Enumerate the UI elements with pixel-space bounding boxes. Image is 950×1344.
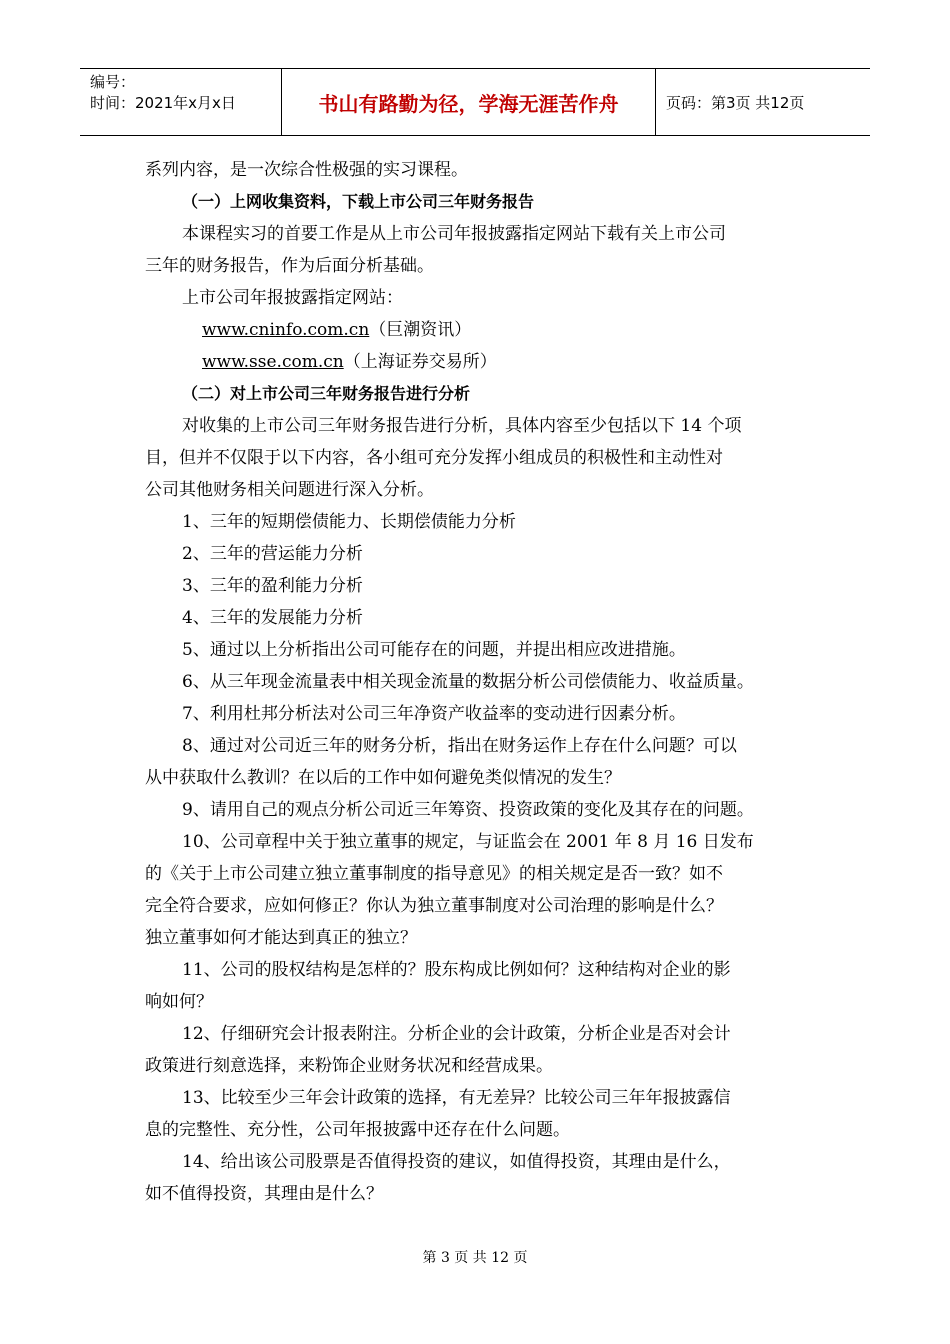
list-item: 6、从三年现金流量表中相关现金流量的数据分析公司偿债能力、收益质量。: [182, 672, 754, 692]
document-body: [145, 154, 825, 1210]
list-item: 10、公司章程中关于独立董事的规定，与证监会在 2001 年 8 月 16 日发布: [182, 832, 754, 852]
list-item: 2、三年的营运能力分析: [182, 544, 363, 564]
list-item-cont: 息的完整性、充分性，公司年报披露中还存在什么问题。: [145, 1120, 570, 1140]
list-item: 3、三年的盈利能力分析: [182, 576, 363, 596]
list-item: 14、给出该公司股票是否值得投资的建议，如值得投资，其理由是什么，: [182, 1152, 731, 1172]
list-item-cont: 独立董事如何才能达到真正的独立？: [145, 928, 417, 948]
header-page-info: 页码：第3页 共12页: [666, 93, 805, 112]
list-item: 4、三年的发展能力分析: [182, 608, 363, 628]
list-item: 11、公司的股权结构是怎样的？股东构成比例如何？这种结构对企业的影: [182, 960, 731, 980]
paragraph-line: 本课程实习的首要工作是从上市公司年报披露指定网站下载有关上市公司: [182, 224, 726, 244]
paragraph-line: 公司其他财务相关问题进行深入分析。: [145, 480, 434, 500]
list-item: 13、比较至少三年会计政策的选择，有无差异？比较公司三年年报披露信: [182, 1088, 731, 1108]
header-motto: 书山有路勤为径，学海无涯苦作舟: [282, 69, 656, 135]
number-label: 编号：: [90, 73, 136, 91]
page-footer: 第 3 页 共 12 页: [422, 1250, 528, 1266]
website-name: （上海证券交易所）: [343, 352, 497, 372]
date-line: 时间：2021年x月x日: [90, 94, 236, 112]
section-2-title: （二）对上市公司三年财务报告进行分析: [182, 384, 471, 403]
list-item: 12、仔细研究会计报表附注。分析企业的会计政策，分析企业是否对会计: [182, 1024, 731, 1044]
website-line: [145, 346, 825, 378]
list-item: 8、通过对公司近三年的财务分析，指出在财务运作上存在什么问题？可以: [182, 736, 737, 756]
list-item-cont: 从中获取什么教训？在以后的工作中如何避免类似情况的发生？: [145, 768, 621, 788]
list-item: 1、三年的短期偿债能力、长期偿债能力分析: [182, 512, 516, 532]
website-line: [145, 314, 825, 346]
website-link-cninfo[interactable]: www.cninfo.com.cn: [202, 320, 370, 340]
list-item: 9、请用自己的观点分析公司近三年筹资、投资政策的变化及其存在的问题。: [182, 800, 754, 820]
list-item-cont: 政策进行刻意选择，来粉饰企业财务状况和经营成果。: [145, 1056, 553, 1076]
intro-line: 系列内容，是一次综合性极强的实习课程。: [145, 160, 468, 180]
list-item: 7、利用杜邦分析法对公司三年净资产收益率的变动进行因素分析。: [182, 704, 686, 724]
list-item-cont: 响如何？: [145, 992, 213, 1012]
section-1-title: （一）上网收集资料，下载上市公司三年财务报告: [182, 192, 535, 211]
list-item-cont: 如不值得投资，其理由是什么？: [145, 1184, 383, 1204]
page-header: [80, 68, 870, 136]
paragraph-line: 三年的财务报告，作为后面分析基础。: [145, 256, 434, 276]
website-name: （巨潮资讯）: [369, 320, 472, 340]
website-link-sse[interactable]: www.sse.com.cn: [202, 352, 344, 372]
list-item: 5、通过以上分析指出公司可能存在的问题，并提出相应改进措施。: [182, 640, 686, 660]
list-item-cont: 完全符合要求，应如何修正？你认为独立董事制度对公司治理的影响是什么？: [145, 896, 723, 916]
paragraph-line: 对收集的上市公司三年财务报告进行分析，具体内容至少包括以下 14 个项: [182, 416, 742, 436]
list-item-cont: 的《关于上市公司建立独立董事制度的指导意见》的相关规定是否一致？如不: [145, 864, 723, 884]
paragraph-line: 上市公司年报披露指定网站：: [182, 288, 403, 308]
header-meta: [80, 69, 282, 135]
paragraph-line: 目，但并不仅限于以下内容，各小组可充分发挥小组成员的积极性和主动性对: [145, 448, 723, 468]
